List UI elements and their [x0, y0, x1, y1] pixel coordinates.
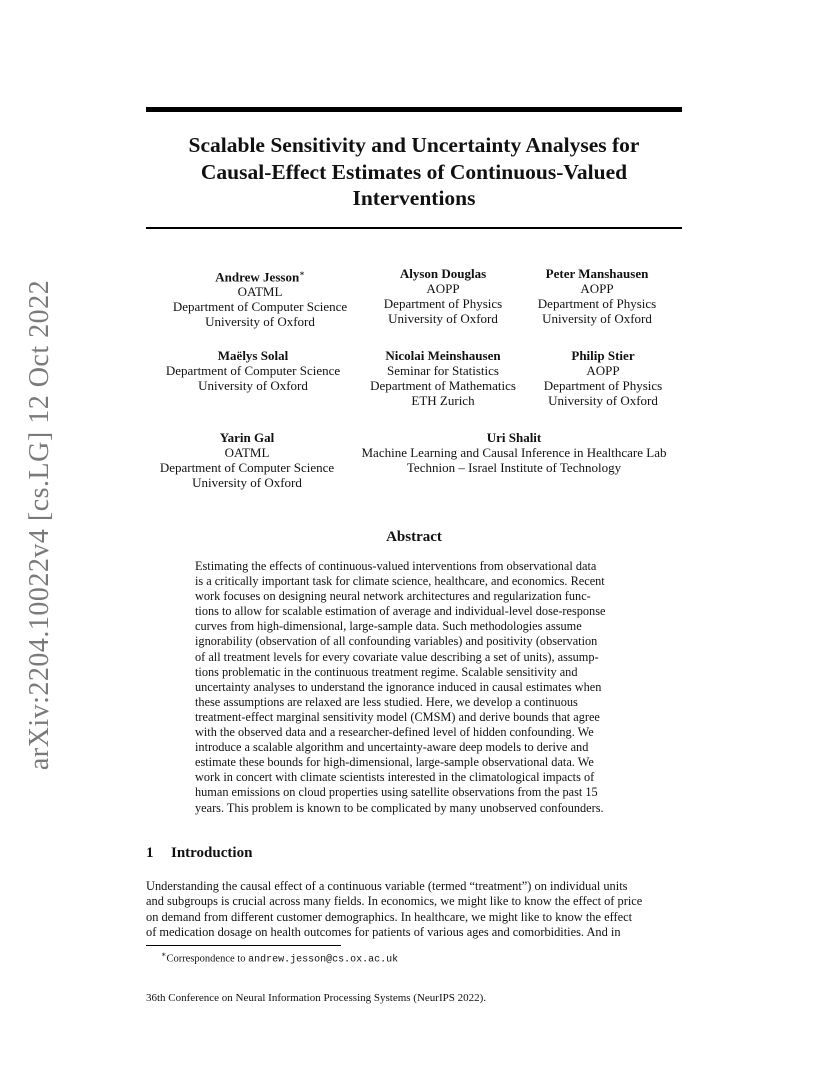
author-affiliation: University of Oxford — [198, 378, 308, 393]
intro-paragraph — [146, 879, 682, 940]
author-name: Nicolai Meinshausen — [385, 348, 501, 363]
title-line: Scalable Sensitivity and Uncertainty Analyses for — [188, 133, 640, 157]
abstract-line: work focuses on designing neural network architectures and regularization func- — [195, 589, 591, 604]
abstract-line: estimate these bounds for high-dimensional, large-sample observational data. We — [195, 755, 594, 770]
abstract-line: curves from high-dimensional, large-sample data. Such methodologies assume — [195, 619, 582, 634]
author-affiliation: Department of Computer Science — [165, 363, 341, 378]
title-line: Interventions — [352, 186, 476, 210]
author-name: Philip Stier — [571, 348, 635, 363]
footnote-email[interactable]: andrew.jesson@cs.ox.ac.uk — [248, 954, 399, 966]
abstract-line: is a critically important task for climate science, healthcare, and economics. Recent — [195, 574, 605, 589]
title-line: Causal-Effect Estimates of Continuous-Valued — [200, 159, 628, 184]
author-affiliation: ETH Zurich — [411, 393, 475, 408]
abstract-line: these assumptions are relaxed are less studied. Here, we develop a continuous — [195, 694, 578, 709]
abstract-line: tions to allow for scalable estimation of average and individual-level dose-response — [195, 604, 606, 619]
abstract-line: with the observed data and a researcher-defined level of hidden confounding. We — [195, 725, 594, 740]
author-affiliation: Department of Computer Science — [172, 299, 348, 315]
author-block — [372, 266, 514, 326]
author-name: Yarin Gal — [219, 430, 275, 445]
author-affiliation: University of Oxford — [388, 311, 498, 326]
footnote-mark: ∗ — [299, 269, 305, 278]
author-block — [536, 348, 670, 408]
conference-note: 36th Conference on Neural Information Processing Systems (NeurIPS 2022). — [146, 992, 487, 1004]
abstract-line: of all treatment levels for every covariate value describing a set of units), assump- — [195, 649, 599, 664]
author-affiliation: Department of Physics — [383, 296, 503, 311]
abstract-line: human emissions on cloud properties using satellite observations from the past 15 — [195, 785, 598, 800]
author-affiliation: University of Oxford — [205, 314, 315, 330]
author-block — [364, 348, 522, 408]
footnote-mark: ∗ — [161, 950, 167, 959]
author-block — [530, 266, 664, 326]
abstract-line: tions problematic in the continuous treatment regime. Scalable sensitivity and — [195, 664, 578, 679]
intro-line: on demand from different customer demographics. In healthcare, we might like to know the effect — [146, 909, 633, 924]
abstract-heading: Abstract — [386, 529, 442, 545]
author-affiliation: Department of Mathematics — [370, 378, 516, 393]
footnote — [161, 950, 398, 966]
author-affiliation: Department of Computer Science — [159, 460, 335, 475]
intro-line: and subgroups is crucial across many fields. In economics, we might like to know the effect of price — [146, 894, 643, 909]
paper-title — [146, 132, 682, 212]
author-affiliation: Technion – Israel Institute of Technology — [406, 460, 622, 475]
author-affiliation: AOPP — [426, 281, 460, 296]
author-block — [158, 348, 348, 393]
author-affiliation: Machine Learning and Causal Inference in Healthcare Lab — [361, 445, 667, 460]
abstract-line: treatment-effect marginal sensitivity model (CMSM) and derive bounds that agree — [195, 709, 600, 724]
arxiv-stamp: arXiv:2204.10022v4 [cs.LG] 12 Oct 2022 — [24, 279, 55, 771]
footnote-text: Correspondence to — [166, 953, 249, 965]
abstract-line: work in concert with climate scientists interested in the climatological impacts of — [195, 770, 595, 785]
author-affiliation: Department of Physics — [537, 296, 657, 311]
author-affiliation: University of Oxford — [192, 475, 302, 490]
footnote-rule — [146, 945, 341, 946]
author-name: Peter Manshausen — [545, 266, 649, 281]
section-heading — [146, 845, 252, 862]
abstract-line: years. This problem is known to be complicated by many unobserved confounders. — [195, 800, 604, 815]
abstract-line: uncertainty analyses to understand the ignorance induced in causal estimates when — [195, 679, 602, 694]
abstract-line: Estimating the effects of continuous-valued interventions from observational data — [195, 559, 597, 573]
intro-line: Understanding the causal effect of a continuous variable (termed “treatment”) on individual units — [146, 879, 628, 893]
author-block — [152, 430, 342, 490]
author-name: Andrew Jesson — [215, 269, 300, 285]
author-affiliation: AOPP — [580, 281, 614, 296]
author-affiliation: University of Oxford — [542, 311, 652, 326]
author-affiliation: Department of Physics — [543, 378, 663, 393]
author-affiliation: University of Oxford — [548, 393, 658, 408]
section-number: 1 — [146, 845, 154, 861]
title-rule-top — [146, 107, 682, 112]
section-title: Introduction — [171, 845, 253, 861]
author-affiliation: Seminar for Statistics — [387, 363, 499, 378]
abstract-body — [195, 559, 633, 816]
abstract-line: ignorability (observation of all confounding variables) and positivity (observation — [195, 634, 598, 649]
author-affiliation: OATML — [224, 445, 270, 460]
author-block — [168, 266, 352, 329]
title-rule-bottom — [146, 227, 682, 229]
author-block — [352, 430, 676, 475]
author-name: Alyson Douglas — [399, 266, 487, 281]
intro-line: of medication dosage on health outcomes for patients of various ages and comorbidities. And in — [146, 924, 621, 939]
author-name: Uri Shalit — [486, 430, 542, 445]
author-affiliation: AOPP — [586, 363, 620, 378]
author-name: Maëlys Solal — [217, 348, 289, 363]
abstract-line: introduce a scalable algorithm and uncertainty-aware deep models to derive and — [195, 740, 589, 755]
author-affiliation: OATML — [237, 284, 283, 300]
